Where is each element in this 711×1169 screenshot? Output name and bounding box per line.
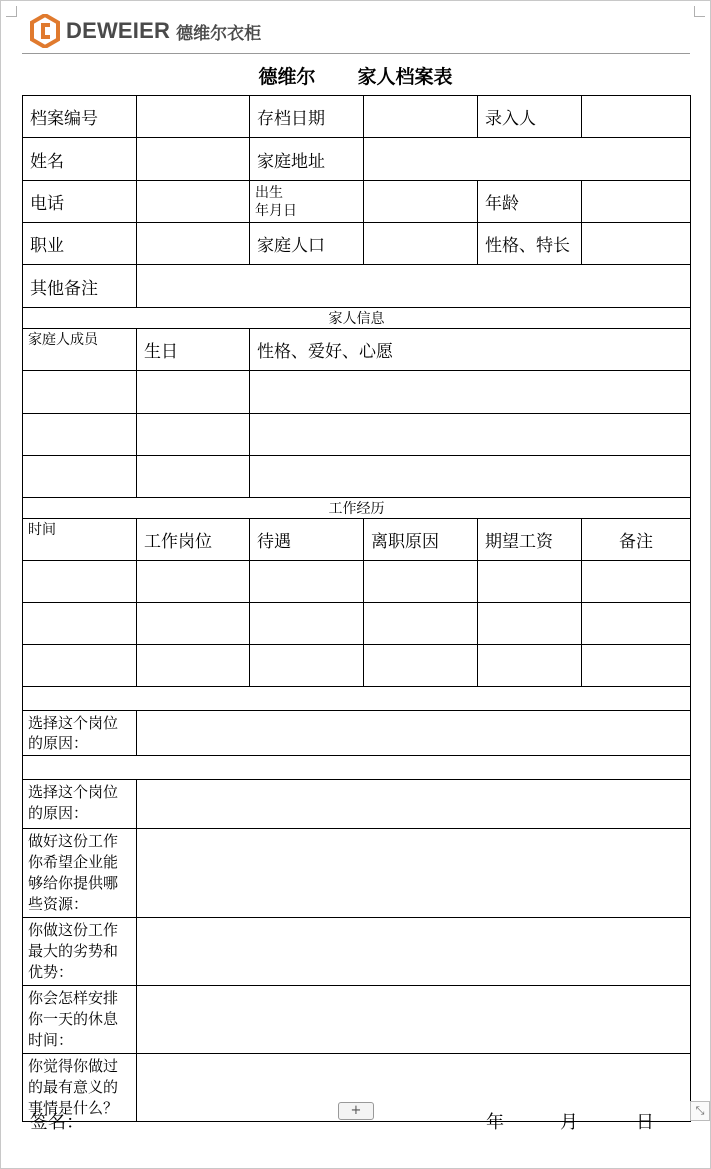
question-label-cut: 选择这个岗位的原因： bbox=[23, 711, 137, 756]
question-label-strengths: 你做这份工作最大的劣势和优势： bbox=[23, 918, 137, 986]
spacer-row bbox=[23, 687, 691, 711]
work-cell[interactable] bbox=[478, 645, 582, 687]
family-hobby-cell[interactable] bbox=[250, 371, 691, 414]
label-birth-line1: 出生 bbox=[255, 184, 283, 201]
family-birthday-cell[interactable] bbox=[137, 456, 250, 498]
header-family-member: 家庭人成员 bbox=[23, 329, 137, 371]
work-cell[interactable] bbox=[478, 603, 582, 645]
question-label-meaningful: 你觉得你做过的最有意义的事情是什么？ bbox=[23, 1054, 137, 1122]
family-birthday-cell[interactable] bbox=[137, 371, 250, 414]
field-archive-date[interactable] bbox=[364, 96, 478, 138]
work-cell[interactable] bbox=[137, 645, 250, 687]
label-entered-by: 录入人 bbox=[478, 96, 582, 138]
spacer-row bbox=[23, 756, 691, 780]
header-position: 工作岗位 bbox=[137, 519, 250, 561]
title-company: 德维尔 bbox=[258, 66, 316, 88]
field-notes[interactable] bbox=[137, 265, 691, 308]
family-birthday-cell[interactable] bbox=[137, 414, 250, 456]
answer-rest-time[interactable] bbox=[137, 986, 691, 1054]
label-birthdate bbox=[250, 181, 364, 223]
question-label-rest-time: 你会怎样安排你一天的休息时间： bbox=[23, 986, 137, 1054]
label-notes: 其他备注 bbox=[23, 265, 137, 308]
label-job: 职业 bbox=[23, 223, 137, 265]
header-birthday: 生日 bbox=[137, 329, 250, 371]
field-job[interactable] bbox=[137, 223, 250, 265]
question-answer-cut[interactable] bbox=[137, 711, 691, 756]
label-traits: 性格、特长 bbox=[478, 223, 582, 265]
work-cell[interactable] bbox=[582, 645, 691, 687]
field-traits[interactable] bbox=[582, 223, 691, 265]
field-population[interactable] bbox=[364, 223, 478, 265]
company-logo bbox=[30, 14, 261, 48]
crop-mark bbox=[6, 6, 17, 17]
work-cell[interactable] bbox=[23, 561, 137, 603]
work-cell[interactable] bbox=[364, 603, 478, 645]
answer-resources[interactable] bbox=[137, 829, 691, 918]
add-row-button[interactable]: + bbox=[338, 1102, 374, 1120]
work-cell[interactable] bbox=[23, 603, 137, 645]
logo-hexagon-icon bbox=[30, 14, 60, 48]
field-address[interactable] bbox=[364, 138, 691, 181]
family-member-cell[interactable] bbox=[23, 456, 137, 498]
family-hobby-cell[interactable] bbox=[250, 414, 691, 456]
question-label-reason: 选择这个岗位的原因： bbox=[23, 780, 137, 829]
answer-reason[interactable] bbox=[137, 780, 691, 829]
work-cell[interactable] bbox=[250, 603, 364, 645]
label-population: 家庭人口 bbox=[250, 223, 364, 265]
family-member-cell[interactable] bbox=[23, 371, 137, 414]
work-cell[interactable] bbox=[478, 561, 582, 603]
date-year-label: 年 bbox=[486, 1112, 504, 1133]
work-cell[interactable] bbox=[582, 603, 691, 645]
logo-brand-text: DEWEIER bbox=[66, 18, 171, 43]
family-member-cell[interactable] bbox=[23, 414, 137, 456]
header-hobby: 性格、爱好、心愿 bbox=[250, 329, 691, 371]
crop-mark bbox=[694, 6, 705, 17]
header-time: 时间 bbox=[23, 519, 137, 561]
work-cell[interactable] bbox=[137, 603, 250, 645]
question-label-resources: 做好这份工作你希望企业能够给你提供哪些资源： bbox=[23, 829, 137, 918]
label-birth-line2: 年月日 bbox=[255, 202, 297, 219]
answer-strengths[interactable] bbox=[137, 918, 691, 986]
resize-handle-icon[interactable]: ⤡ bbox=[690, 1101, 710, 1121]
work-cell[interactable] bbox=[23, 645, 137, 687]
field-entered-by[interactable] bbox=[582, 96, 691, 138]
field-name[interactable] bbox=[137, 138, 250, 181]
field-archive-no[interactable] bbox=[137, 96, 250, 138]
label-address: 家庭地址 bbox=[250, 138, 364, 181]
field-phone[interactable] bbox=[137, 181, 250, 223]
label-phone: 电话 bbox=[23, 181, 137, 223]
work-cell[interactable] bbox=[137, 561, 250, 603]
section-work-history: 工作经历 bbox=[23, 498, 691, 519]
field-age[interactable] bbox=[582, 181, 691, 223]
header-divider bbox=[22, 53, 690, 54]
field-birthdate[interactable] bbox=[364, 181, 478, 223]
label-age: 年龄 bbox=[478, 181, 582, 223]
header-leave-reason: 离职原因 bbox=[364, 519, 478, 561]
label-archive-no: 档案编号 bbox=[23, 96, 137, 138]
answer-meaningful[interactable] bbox=[137, 1054, 691, 1122]
date-day-label: 日 bbox=[636, 1112, 654, 1133]
section-family-info: 家人信息 bbox=[23, 308, 691, 329]
family-hobby-cell[interactable] bbox=[250, 456, 691, 498]
work-cell[interactable] bbox=[250, 561, 364, 603]
header-remark: 备注 bbox=[582, 519, 691, 561]
label-archive-date: 存档日期 bbox=[250, 96, 364, 138]
archive-form-table bbox=[22, 95, 691, 1122]
label-name: 姓名 bbox=[23, 138, 137, 181]
header-treatment: 待遇 bbox=[250, 519, 364, 561]
date-month-label: 月 bbox=[560, 1112, 578, 1133]
work-cell[interactable] bbox=[250, 645, 364, 687]
logo-cn-text: 德维尔衣柜 bbox=[176, 23, 262, 44]
work-cell[interactable] bbox=[364, 561, 478, 603]
page-title bbox=[0, 62, 711, 89]
title-form-name: 家人档案表 bbox=[357, 66, 453, 88]
signature-label: 签名： bbox=[30, 1112, 84, 1133]
work-cell[interactable] bbox=[364, 645, 478, 687]
work-cell[interactable] bbox=[582, 561, 691, 603]
header-expected-salary: 期望工资 bbox=[478, 519, 582, 561]
